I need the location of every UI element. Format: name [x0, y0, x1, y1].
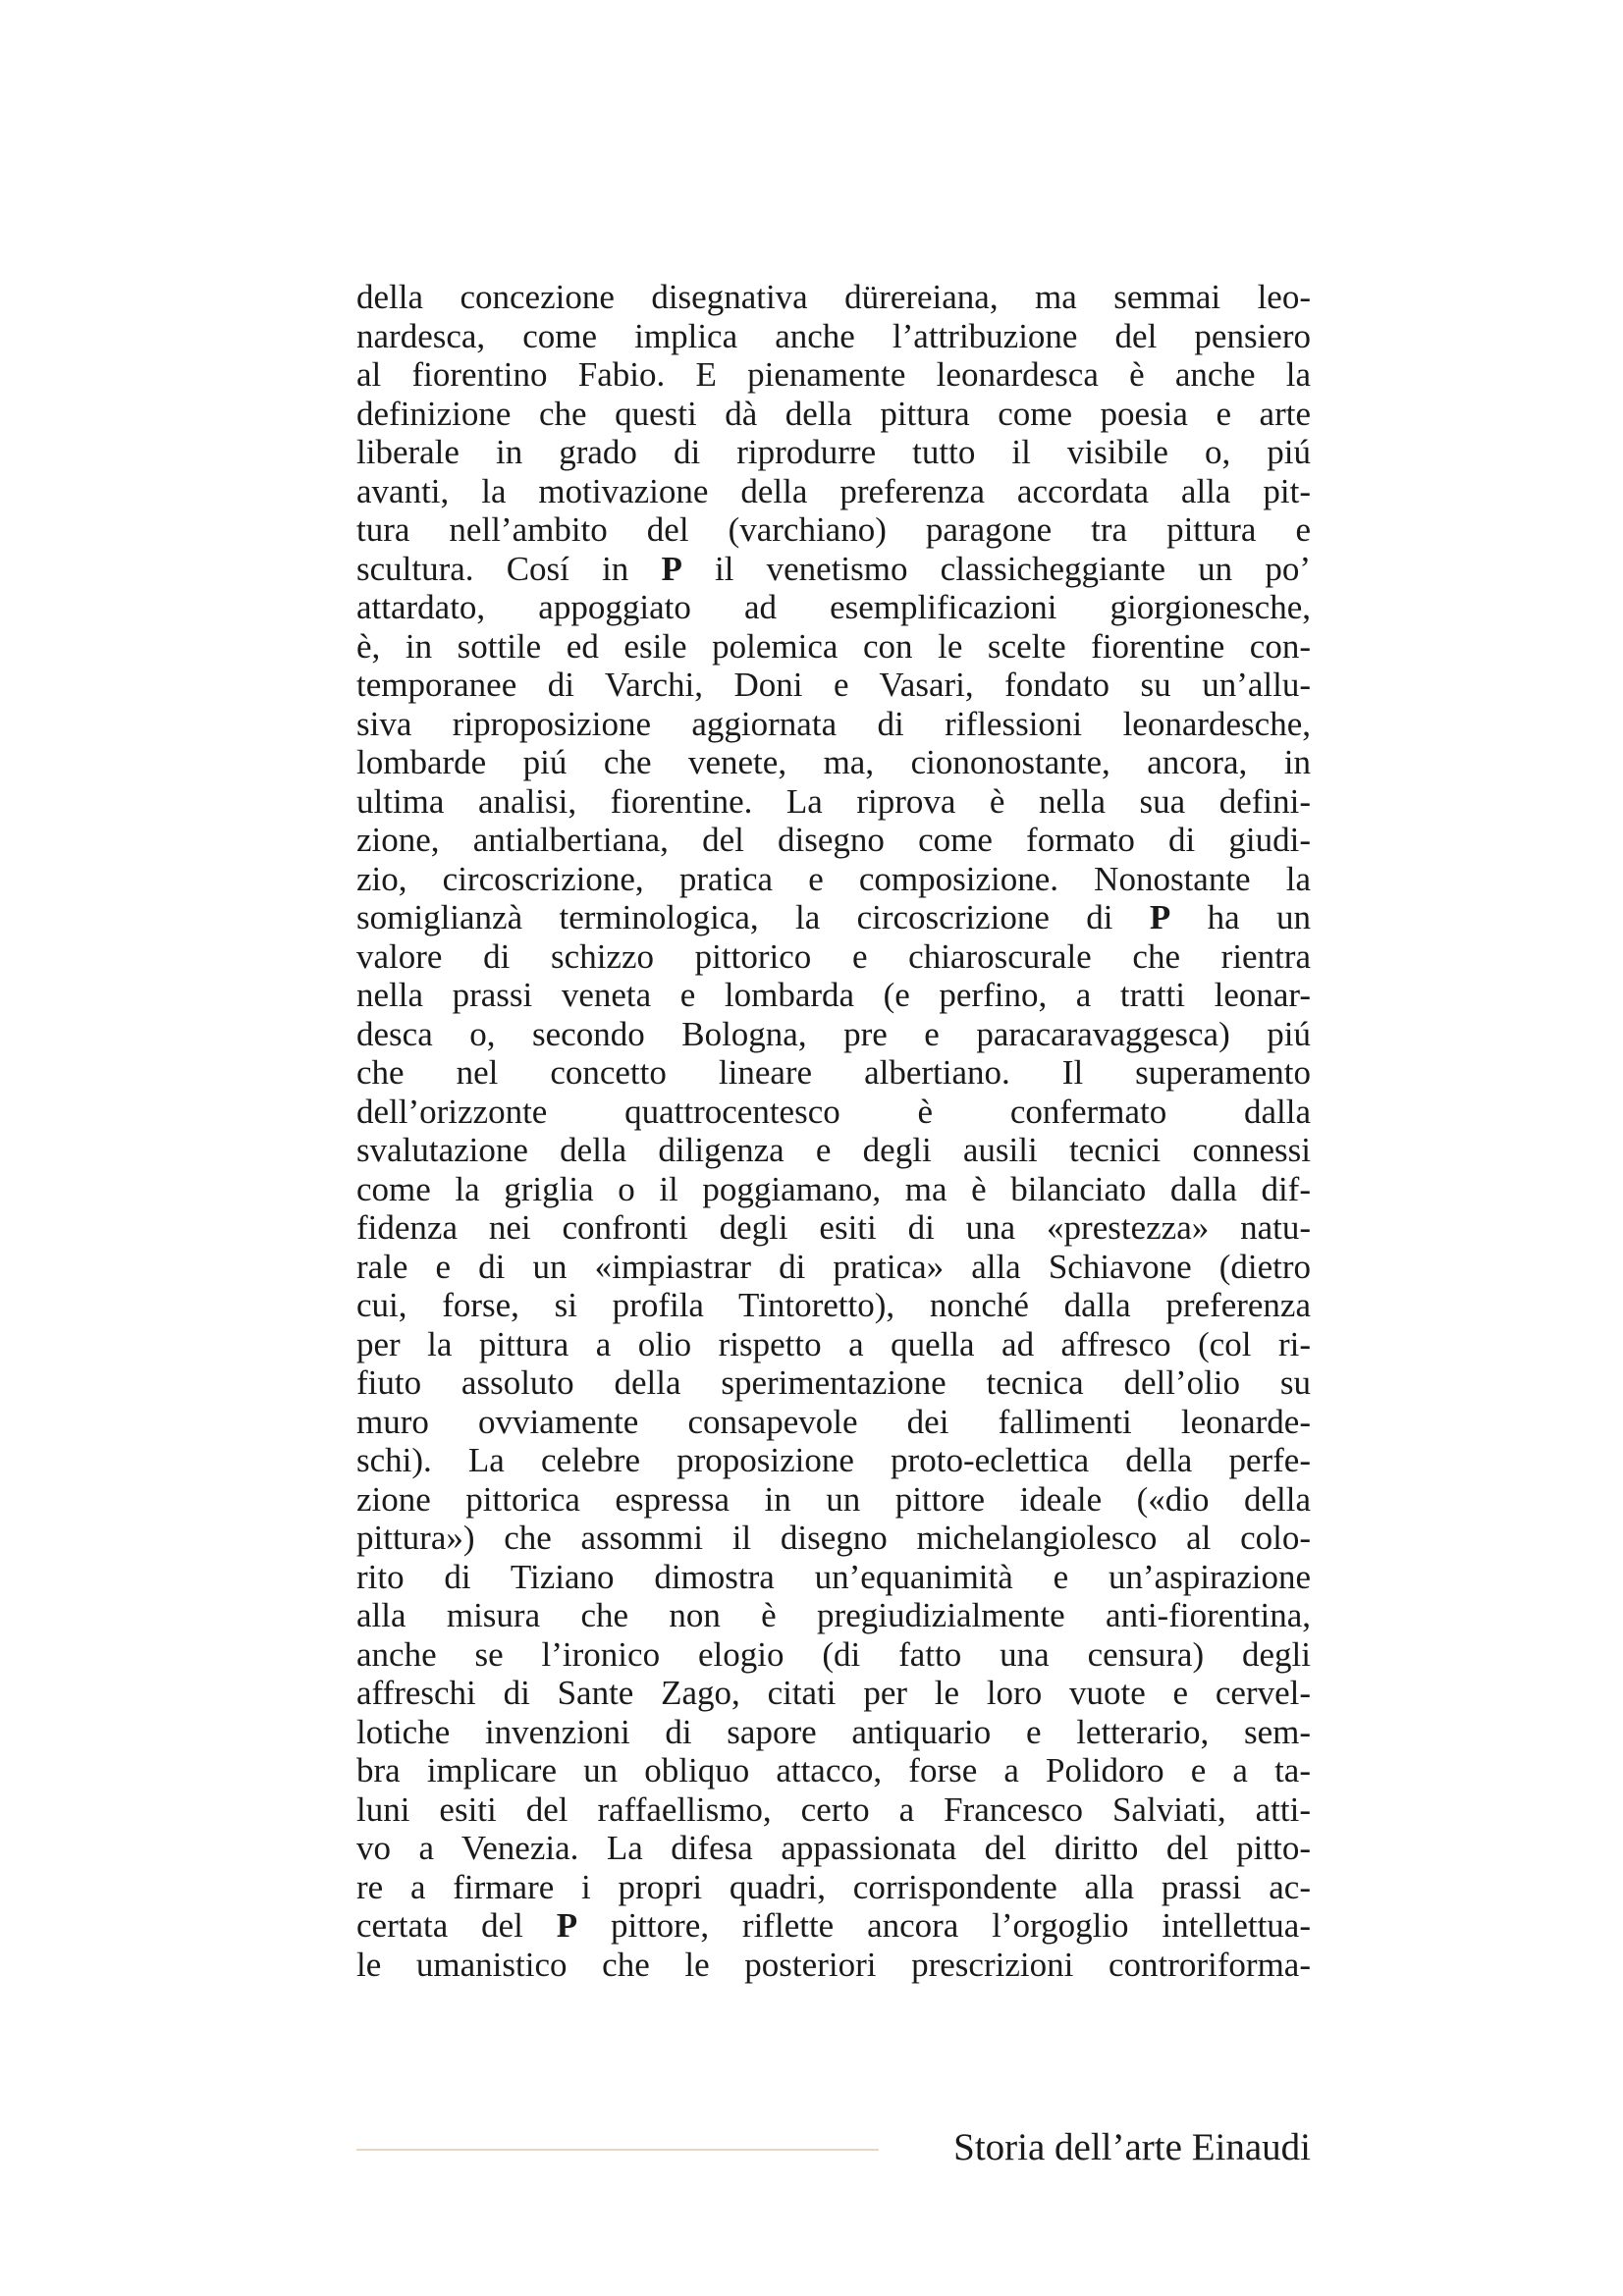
- text-segment: dell’orizzonte quattrocentesco è confermato dalla: [356, 1092, 1311, 1131]
- text-line: [356, 1713, 1311, 1752]
- text-segment: affreschi di Sante Zago, citati per le loro vuote e cervel-: [356, 1674, 1311, 1712]
- text-line: [356, 550, 1311, 589]
- text-line: [356, 1829, 1311, 1868]
- text-segment: fidenza nei confronti degli esiti di una «prestezza» natu-: [356, 1208, 1311, 1247]
- text-line: [356, 317, 1311, 356]
- text-line: [356, 1286, 1311, 1325]
- text-line: [356, 1403, 1311, 1442]
- text-line: [356, 860, 1311, 899]
- text-line: [356, 1596, 1311, 1635]
- text-line: [356, 1558, 1311, 1597]
- text-line: [356, 588, 1311, 627]
- text-line: [356, 1015, 1311, 1054]
- text-segment: svalutazione della diligenza e degli ausili tecnici connessi: [356, 1131, 1311, 1169]
- text-segment: nella prassi veneta e lombarda (e perfino, a tratti leonar-: [356, 976, 1311, 1014]
- author-siglum: P: [556, 1906, 578, 1945]
- text-line: [356, 1325, 1311, 1364]
- text-line: [356, 433, 1311, 472]
- text-line: [356, 705, 1311, 744]
- text-segment: bra implicare un obliquo attacco, forse a Polidoro e a ta-: [356, 1751, 1311, 1789]
- text-line: [356, 1248, 1311, 1287]
- text-segment: rale e di un «impiastrar di pratica» alla Schiavone (dietro: [356, 1247, 1311, 1286]
- text-segment: liberale in grado di riprodurre tutto il visibile o, piú: [356, 433, 1311, 471]
- text-segment: anche se l’ironico elogio (di fatto una censura) degli: [356, 1634, 1311, 1674]
- text-segment: desca o, secondo Bologna, pre e paracaravaggesca) piú: [356, 1014, 1311, 1053]
- text-segment: re a firmare i propri quadri, corrispondente alla prassi ac-: [356, 1867, 1311, 1906]
- text-line: [356, 1519, 1311, 1558]
- text-segment: zione pittorica espressa in un pittore ideale («dio della: [356, 1479, 1311, 1519]
- text-line: [356, 782, 1311, 822]
- text-segment: scultura. Cosí in: [356, 549, 662, 588]
- text-segment: ha un: [1170, 898, 1311, 936]
- text-line: [356, 976, 1311, 1015]
- text-segment: il venetismo classicheggiante un po’: [681, 549, 1311, 588]
- text-line: [356, 1441, 1311, 1480]
- text-segment: certata del: [356, 1906, 557, 1945]
- text-segment: ultima analisi, fiorentine. La riprova è nella sua defini-: [356, 781, 1311, 821]
- text-segment: zio, circoscrizione, pratica e composizione. Nonostante la: [356, 859, 1311, 898]
- text-line: [356, 1480, 1311, 1520]
- text-segment: come la griglia o il poggiamano, ma è bilanciato dalla dif-: [356, 1169, 1311, 1208]
- author-siglum: P: [1149, 898, 1171, 936]
- text-line: [356, 937, 1311, 977]
- text-segment: somiglianzà terminologica, la circoscrizione di: [356, 898, 1150, 936]
- text-segment: lotiche invenzioni di sapore antiquario e letterario, sem-: [356, 1712, 1311, 1751]
- footer-rule: [356, 2149, 879, 2151]
- text-line: [356, 627, 1311, 667]
- text-segment: le umanistico che le posteriori prescrizioni controriforma-: [356, 1945, 1311, 1984]
- text-line: [356, 472, 1311, 511]
- text-segment: muro ovviamente consapevole dei fallimenti leonarde-: [356, 1402, 1311, 1441]
- text-segment: pittura») che assommi il disegno michelangiolesco al colo-: [356, 1519, 1311, 1557]
- text-segment: che nel concetto lineare albertiano. Il superamento: [356, 1053, 1311, 1092]
- text-segment: per la pittura a olio rispetto a quella ad affresco (col ri-: [356, 1324, 1311, 1363]
- text-segment: della concezione disegnativa dürereiana, ma semmai leo-: [356, 278, 1311, 316]
- text-segment: luni esiti del raffaellismo, certo a Francesco Salviati, atti-: [356, 1789, 1311, 1829]
- text-segment: tura nell’ambito del (varchiano) paragone tra pittura e: [356, 510, 1311, 549]
- text-line: [356, 1790, 1311, 1830]
- text-segment: zione, antialbertiana, del disegno come formato di giudi-: [356, 821, 1311, 859]
- text-line: [356, 1053, 1311, 1093]
- text-line: [356, 1906, 1311, 1946]
- text-line: [356, 1635, 1311, 1675]
- text-line: [356, 1674, 1311, 1713]
- text-segment: temporanee di Varchi, Doni e Vasari, fondato su un’allu-: [356, 666, 1311, 704]
- text-line: [356, 278, 1311, 317]
- text-segment: valore di schizzo pittorico e chiaroscurale che rientra: [356, 936, 1311, 976]
- text-line: [356, 1363, 1311, 1403]
- text-line: [356, 666, 1311, 705]
- text-segment: schi). La celebre proposizione proto-eclettica della perfe-: [356, 1441, 1311, 1479]
- text-segment: fiuto assoluto della sperimentazione tecnica dell’olio su: [356, 1363, 1311, 1402]
- text-line: [356, 355, 1311, 395]
- text-line: [356, 1208, 1311, 1248]
- text-segment: attardato, appoggiato ad esemplificazioni giorgionesche,: [356, 588, 1311, 626]
- body-text: [356, 278, 1311, 1984]
- text-segment: siva riproposizione aggiornata di riflessioni leonardesche,: [356, 704, 1311, 743]
- text-line: [356, 1093, 1311, 1132]
- text-segment: cui, forse, si profila Tintoretto), nonché dalla preferenza: [356, 1286, 1311, 1324]
- text-line: [356, 821, 1311, 860]
- text-segment: vo a Venezia. La difesa appassionata del diritto del pitto-: [356, 1829, 1311, 1867]
- text-line: [356, 1868, 1311, 1907]
- author-siglum: P: [661, 549, 682, 588]
- text-segment: lombarde piú che venete, ma, ciononostante, ancora, in: [356, 743, 1311, 781]
- text-line: [356, 1170, 1311, 1209]
- text-segment: definizione che questi dà della pittura come poesia e arte: [356, 394, 1311, 433]
- text-segment: è, in sottile ed esile polemica con le scelte fiorentine con-: [356, 626, 1311, 666]
- text-line: [356, 898, 1311, 937]
- text-segment: al fiorentino Fabio. E pienamente leonardesca è anche la: [356, 355, 1311, 394]
- text-segment: alla misura che non è pregiudizialmente anti-fiorentina,: [356, 1596, 1311, 1634]
- text-line: [356, 510, 1311, 550]
- text-line: [356, 1946, 1311, 1985]
- footer-title: Storia dell’arte Einaudi: [953, 2126, 1311, 2168]
- text-segment: rito di Tiziano dimostra un’equanimità e un’aspirazione: [356, 1557, 1311, 1596]
- text-segment: nardesca, come implica anche l’attribuzione del pensiero: [356, 316, 1311, 355]
- text-segment: avanti, la motivazione della preferenza accordata alla pit-: [356, 471, 1311, 510]
- text-segment: pittore, riflette ancora l’orgoglio intellettua-: [577, 1906, 1311, 1945]
- text-line: [356, 1131, 1311, 1170]
- text-line: [356, 743, 1311, 782]
- text-line: [356, 395, 1311, 434]
- text-line: [356, 1751, 1311, 1790]
